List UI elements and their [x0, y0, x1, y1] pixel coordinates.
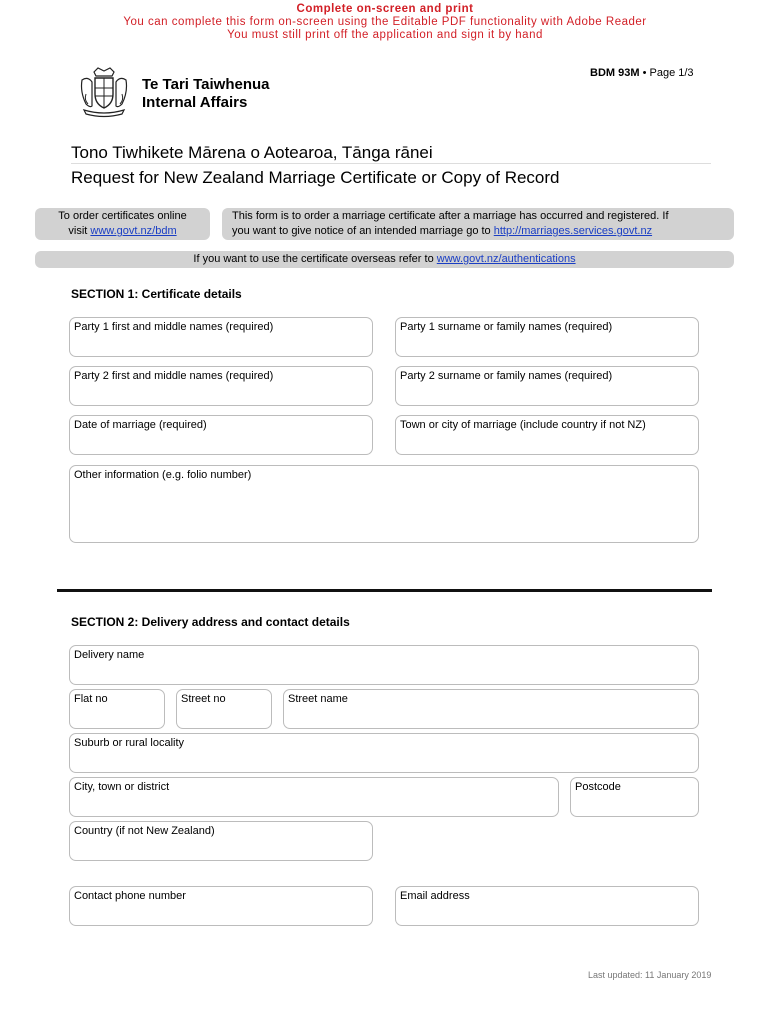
field-label: Party 2 first and middle names (required)	[74, 370, 274, 382]
field-label: City, town or district	[74, 781, 170, 793]
form-code: BDM 93M	[590, 67, 640, 79]
order-online-visit: visit	[68, 225, 88, 237]
field-label: Contact phone number	[74, 890, 186, 902]
coat-of-arms-icon	[76, 64, 132, 120]
page-number: Page 1/3	[649, 67, 694, 79]
street-no-field[interactable]	[176, 689, 272, 729]
field-label: Suburb or rural locality	[74, 737, 185, 749]
section2-heading: SECTION 2: Delivery address and contact details	[71, 615, 350, 629]
marriages-link[interactable]: http://marriages.services.govt.nz	[493, 225, 653, 237]
order-online-text: To order certificates online	[58, 210, 187, 222]
delivery-name-field[interactable]	[69, 645, 699, 685]
section-divider	[57, 589, 712, 592]
banner-signature-note: You must still print off the application and sign it by hand	[227, 29, 543, 41]
field-label: Party 2 surname or family names (required)	[400, 370, 613, 382]
banner-heading: Complete on-screen and print	[296, 3, 474, 15]
field-label: Flat no	[74, 693, 108, 705]
last-updated: Last updated: 11 January 2019	[588, 970, 712, 980]
street-name-field[interactable]	[283, 689, 699, 729]
party2-surname-field[interactable]	[395, 366, 699, 406]
field-label: Other information (e.g. folio number)	[74, 469, 252, 481]
field-label: Email address	[400, 890, 470, 902]
field-label: Date of marriage (required)	[74, 419, 207, 431]
country-field[interactable]	[69, 821, 373, 861]
authentications-link[interactable]: www.govt.nz/authentications	[436, 253, 576, 265]
title-maori: Tono Tiwhikete Mārena o Aotearoa, Tānga rānei	[71, 143, 433, 162]
field-label: Party 1 surname or family names (required)	[400, 321, 613, 333]
field-label: Party 1 first and middle names (required)	[74, 321, 274, 333]
date-of-marriage-field[interactable]	[69, 415, 373, 455]
page-reference	[590, 67, 694, 79]
banner-instruction: You can complete this form on-screen using the Editable PDF functionality with Adobe Reader	[123, 16, 647, 28]
town-of-marriage-field[interactable]	[395, 415, 699, 455]
city-field[interactable]	[69, 777, 559, 817]
party2-first-names-field[interactable]	[69, 366, 373, 406]
other-information-field[interactable]	[69, 465, 699, 543]
page-separator: •	[642, 67, 647, 79]
section1-heading: SECTION 1: Certificate details	[71, 287, 242, 301]
contact-phone-field[interactable]	[69, 886, 373, 926]
party1-first-names-field[interactable]	[69, 317, 373, 357]
bdm-link[interactable]: www.govt.nz/bdm	[90, 225, 177, 237]
field-label: Postcode	[575, 781, 621, 793]
title-divider	[71, 163, 711, 164]
org-name-maori: Te Tari Taiwhenua	[142, 76, 270, 93]
notice-box	[222, 208, 734, 240]
org-name	[142, 76, 270, 112]
page-title: Request for New Zealand Marriage Certificate or Copy of Record	[71, 168, 560, 187]
org-name-english: Internal Affairs	[142, 94, 248, 111]
notice-text-2: you want to give notice of an intended marriage go to	[232, 225, 491, 237]
overseas-text: If you want to use the certificate overseas refer to	[193, 253, 434, 265]
field-label: Street no	[181, 693, 226, 705]
field-label: Delivery name	[74, 649, 145, 661]
field-label: Town or city of marriage (include country if not NZ)	[400, 419, 646, 431]
postcode-field[interactable]	[570, 777, 699, 817]
flat-no-field[interactable]	[69, 689, 165, 729]
overseas-box	[35, 251, 734, 268]
notice-text: This form is to order a marriage certificate after a marriage has occurred and registered. If	[232, 210, 669, 222]
party1-surname-field[interactable]	[395, 317, 699, 357]
suburb-field[interactable]	[69, 733, 699, 773]
order-online-box	[35, 208, 210, 240]
field-label: Street name	[288, 693, 348, 705]
email-field[interactable]	[395, 886, 699, 926]
field-label: Country (if not New Zealand)	[74, 825, 215, 837]
